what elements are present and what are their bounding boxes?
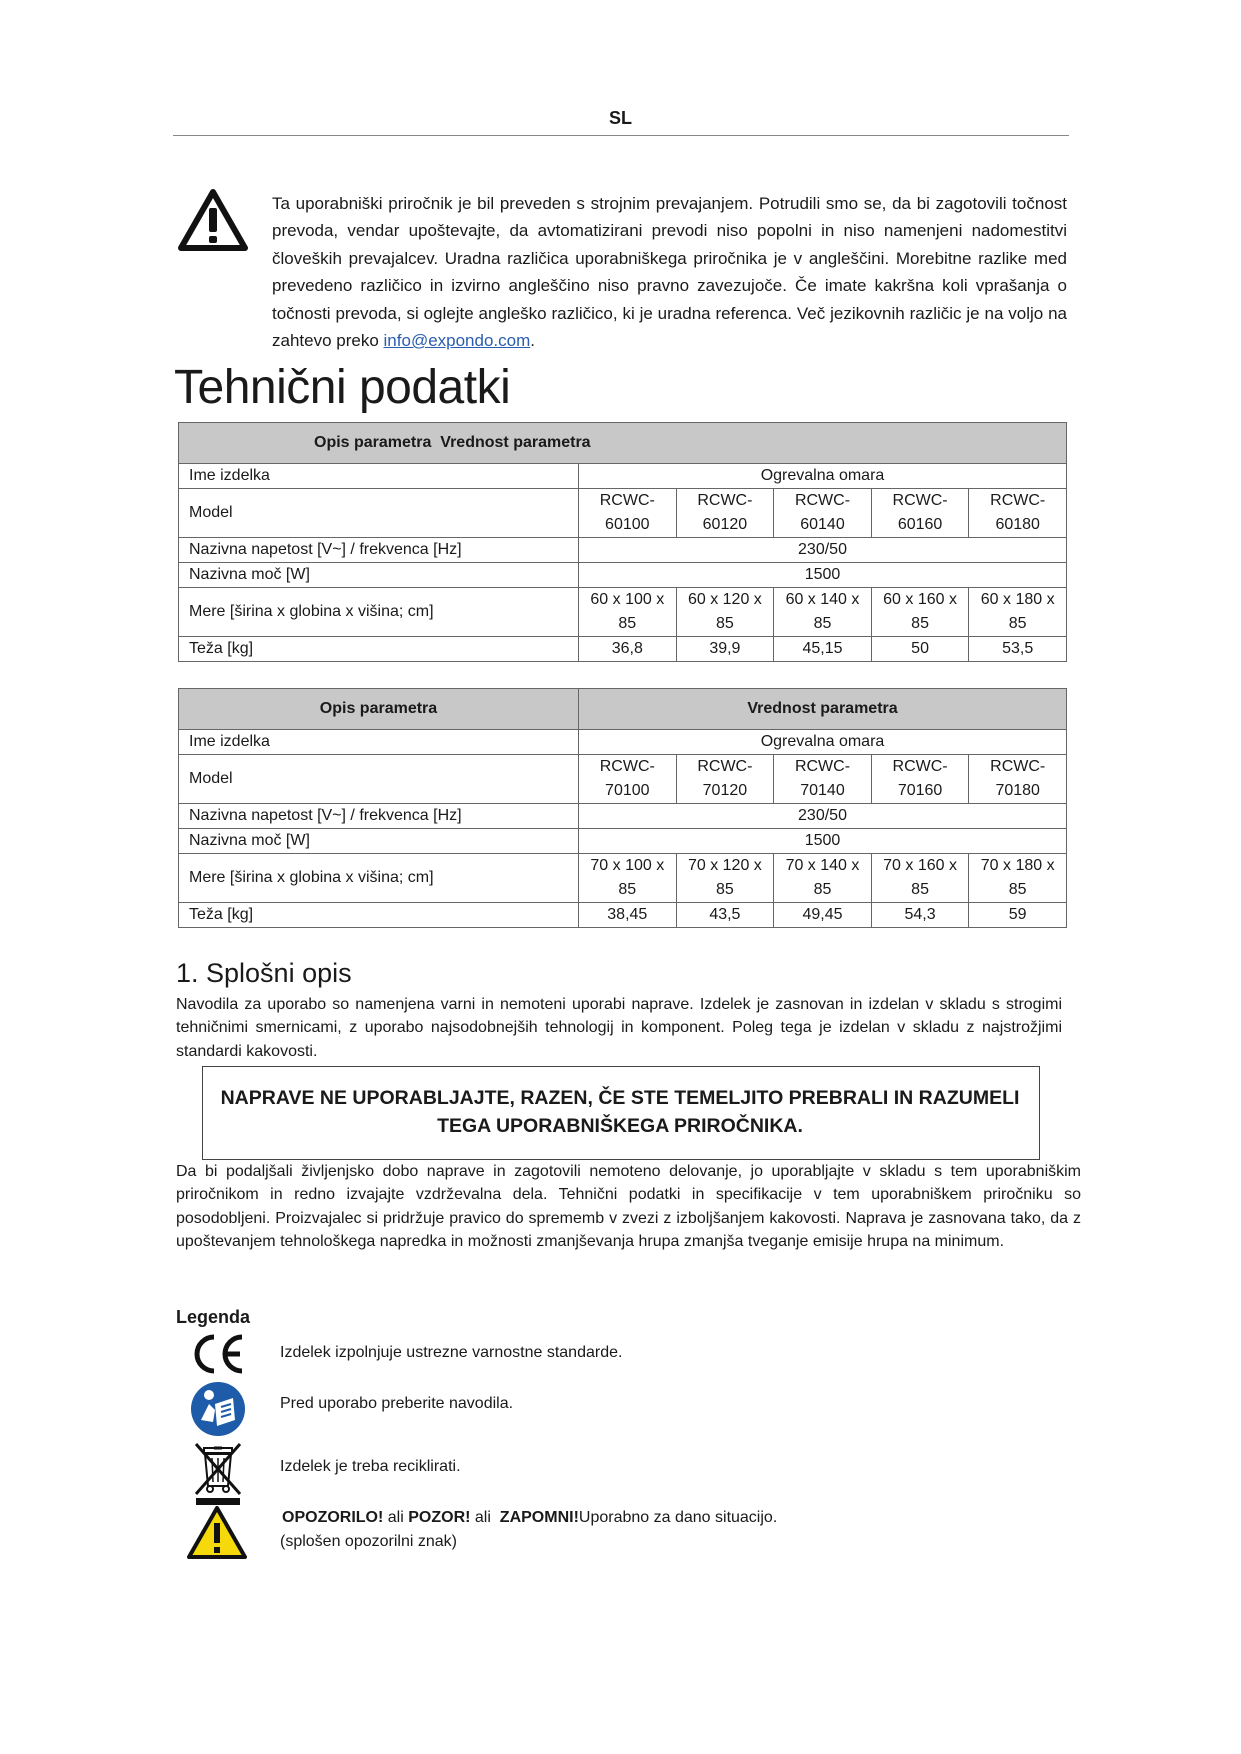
weight-cell: 59 [969,903,1067,928]
weight-label: Teža [kg] [179,903,579,928]
legend-warning-text: OPOZORILO! ali POZOR! ali ZAPOMNI!Uporabno za dano situacijo. [282,1509,778,1526]
email-link[interactable]: info@expondo.com [383,331,531,351]
read-manual-icon [189,1380,247,1438]
legend-title: Legenda [176,1307,251,1327]
spec-table-60 [178,422,1067,662]
voltage-value: 230/50 [579,538,1067,563]
spec-table-70 [178,688,1067,928]
name-value: Ogrevalna omara [579,464,1067,489]
model-cell: RCWC-70100 [579,755,677,804]
model-cell: RCWC-60100 [579,489,677,538]
table-header-left: Opis parametra [179,689,579,730]
ce-mark-icon [190,1333,246,1375]
section-heading: 1. Splošni opis [176,958,352,988]
model-label: Model [179,755,579,804]
name-label: Ime izdelka [179,730,579,755]
weight-cell: 38,45 [579,903,677,928]
weight-cell: 54,3 [871,903,969,928]
model-cell: RCWC-60140 [774,489,872,538]
weight-cell: 50 [871,637,969,662]
power-value: 1500 [579,829,1067,854]
dims-cell: 60 x 160 x 85 [871,588,969,637]
power-label: Nazivna moč [W] [179,829,579,854]
name-value: Ogrevalna omara [579,730,1067,755]
maintenance-paragraph: Da bi podaljšali življenjsko dobo naprave in zagotovili nemoteno delovanje, jo uporabljajte v skladu s tem uporabniškim priročnikom in redno izvajajte vzdrževalna dela. Tehnični podatki in specifikacije v tem uporabniškem priročniku so posodobljeni. Proizvajalec si pridržuje pravico do sprememb v zvezi z izboljšanjem kakovosti. Naprava je zasnovana tako, da z upoštevanjem tehnološkega napredka in možnosti zmanjševanja hrupa zmanjša tveganje emisije hrupa na minimum. [176,1163,1081,1250]
language-code: SL [608,108,632,128]
crossed-bin-icon [190,1440,246,1506]
legend-ce-text: Izdelek izpolnjuje ustrezne varnostne standarde. [280,1344,623,1361]
dims-label: Mere [širina x globina x višina; cm] [179,854,579,903]
table-header-right: Vrednost parametra [579,689,1067,730]
general-description: Navodila za uporabo so namenjena varni in nemoteni uporabi naprave. Izdelek je zasnovan in izdelan v skladu s strogimi tehničnimi smernicami, z uporabo najsodobnejših tehnologij in komponent. Poleg tega je izdelan v skladu z najstrožjimi standardi kakovosti. [176,996,1062,1060]
warning-triangle-icon [178,188,248,252]
dims-cell: 70 x 120 x 85 [676,854,774,903]
weight-cell: 49,45 [774,903,872,928]
model-cell: RCWC-60180 [969,489,1067,538]
model-cell: RCWC-70120 [676,755,774,804]
dims-label: Mere [širina x globina x višina; cm] [179,588,579,637]
table-header: Opis parametra Vrednost parametra [179,423,1067,464]
weight-cell: 43,5 [676,903,774,928]
weight-cell: 39,9 [676,637,774,662]
weight-cell: 53,5 [969,637,1067,662]
model-label: Model [179,489,579,538]
dims-cell: 70 x 180 x 85 [969,854,1067,903]
dims-cell: 60 x 120 x 85 [676,588,774,637]
legend-recycle-text: Izdelek je treba reciklirati. [280,1458,461,1475]
dims-cell: 60 x 180 x 85 [969,588,1067,637]
model-cell: RCWC-60120 [676,489,774,538]
weight-label: Teža [kg] [179,637,579,662]
yellow-warning-icon [186,1505,248,1561]
legend-manual-text: Pred uporabo preberite navodila. [280,1395,514,1412]
voltage-label: Nazivna napetost [V~] / frekvenca [Hz] [179,538,579,563]
dims-cell: 70 x 160 x 85 [871,854,969,903]
voltage-value: 230/50 [579,804,1067,829]
name-label: Ime izdelka [179,464,579,489]
dims-cell: 70 x 100 x 85 [579,854,677,903]
page-title: Tehnični podatki [174,361,511,414]
translation-notice: Ta uporabniški priročnik je bil preveden s strojnim prevajanjem. Potrudili smo se, da bi zagotovili točnost prevoda, vendar upoštevajte, da avtomatizirani prevodi niso popolni in niso namenjeni nadomestitvi človeških prevajalcev. Uradna različica uporabniškega priročnika je v angleščini. Morebitne razlike med prevedeno različico in izvirno angleščino niso pravno zavezujoče. Če imate kakršna koli vprašanja o točnosti prevoda, si oglejte angleško različico, ki je uradna referenca. Več jezikovnih različic je na voljo na zahtevo preko info@expondo.com. [272,194,1067,351]
model-cell: RCWC-70140 [774,755,872,804]
model-cell: RCWC-60160 [871,489,969,538]
dims-cell: 70 x 140 x 85 [774,854,872,903]
voltage-label: Nazivna napetost [V~] / frekvenca [Hz] [179,804,579,829]
model-cell: RCWC-70160 [871,755,969,804]
dims-cell: 60 x 140 x 85 [774,588,872,637]
power-value: 1500 [579,563,1067,588]
weight-cell: 45,15 [774,637,872,662]
warning-box-text: NAPRAVE NE UPORABLJAJTE, RAZEN, ČE STE TEMELJITO PREBRALI IN RAZUMELI TEGA UPORABNIŠKEGA PRIROČNIKA. [220,1087,1020,1137]
weight-cell: 36,8 [579,637,677,662]
model-cell: RCWC-70180 [969,755,1067,804]
power-label: Nazivna moč [W] [179,563,579,588]
legend-general-text: (splošen opozorilni znak) [280,1533,457,1550]
dims-cell: 60 x 100 x 85 [579,588,677,637]
header-rule [173,135,1069,136]
